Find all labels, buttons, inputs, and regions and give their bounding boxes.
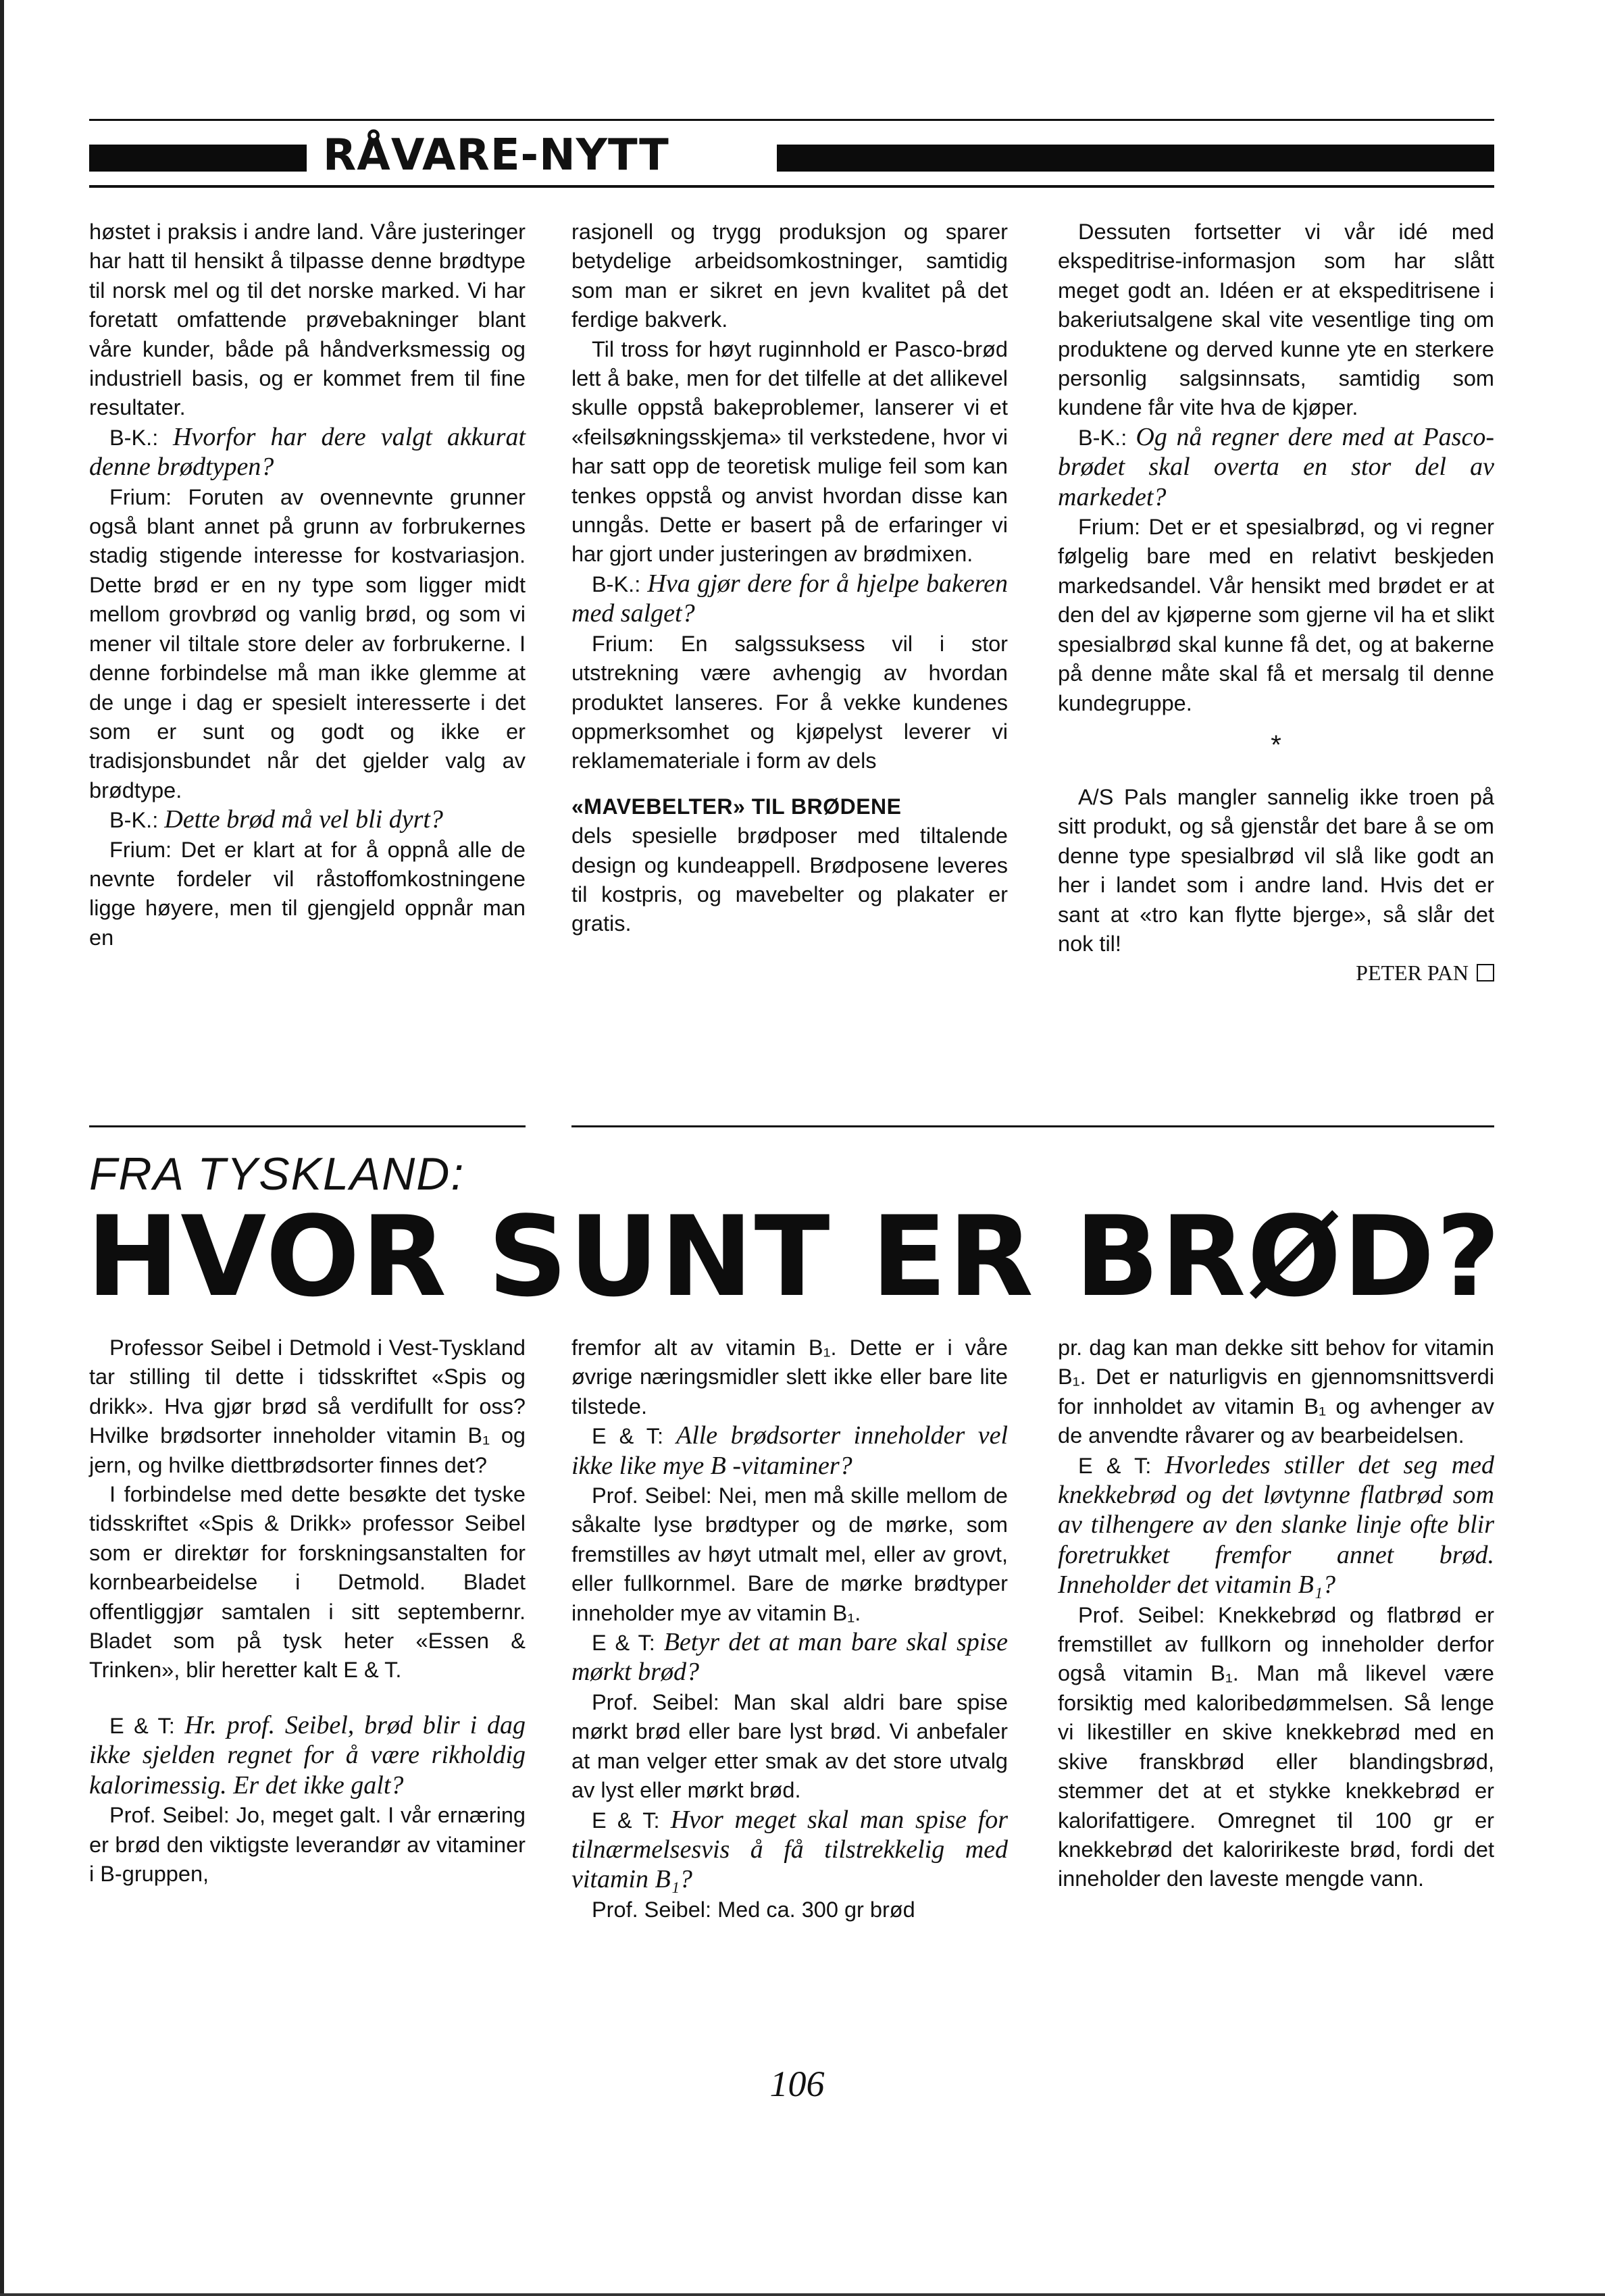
body-text: Dessuten fortsetter vi vår idé med ekspeditrise-informasjon som har slått meget godt an. Idéen er at ekspeditrisene i bakeriutsalgene skal vite vesentlige ting om produktene og derved kunne yte en sterkere personlig salgsinnsats, samtidig som kundene får vite hva de kjøper. <box>1058 220 1494 420</box>
body-text: I forbindelse med dette besøkte det tyske tidsskriftet «Spis & Drikk» professor Seibel som er direktør for forskningsanstalten for kornbearbeidelse i Detmold. Bladet offentliggjør samtalen i sitt septembernr. Bladet som på tysk heter «Essen & Trinken», blir heretter kalt E & T. <box>89 1482 526 1683</box>
signature-text: PETER PAN <box>1356 961 1469 986</box>
question-text: Hvor meget skal man spise for tilnærmelsesvis å få tilstrekkelig med vitamin B₁? <box>571 1805 1009 1894</box>
answer-text: Nei, men må skille mellom de såkalte lyse brødtyper og de mørke, som fremstilles av høyt utmalt mel, eller av grovt, eller fullkornmel. Bare de mørke brødtyper inneholder mye av vitamin B₁. <box>571 1483 1009 1625</box>
speaker-label: B-K.: <box>109 425 159 450</box>
answer-paragraph <box>1058 513 1494 718</box>
speaker-label: Frium: <box>109 837 172 862</box>
answer-text: Knekkebrød og flatbrød er fremstillet av fullkorn og inneholder derfor også vitamin B₁. Man må likevel være forsiktig med kaloribedømmelsen. Så lenge vi likestiller en skive knekkebrød med en skive franskbrød eller blandingsbrød, stemmer det at et stykke knekkebrød er kalorifattigere. Omregnet til 100 gr er knekkebrød det kaloririkeste brød, fordi det inneholder den laveste mengde vann. <box>1058 1602 1494 1891</box>
question-text: Og nå regner dere med at Pasco-brødet skal overta en stor del av markedet? <box>1058 422 1494 511</box>
interview-column-2 <box>571 218 1008 939</box>
answer-paragraph <box>89 836 526 953</box>
article-column-2 <box>571 1333 1008 1924</box>
speaker-label: B-K.: <box>592 571 641 596</box>
page-edge-bottom <box>0 2293 1605 2296</box>
answer-text: Jo, meget galt. I vår ernæring er brød den viktigste leverandør av vitaminer i B-gruppen, <box>89 1803 526 1886</box>
question-text: Dette brød må vel bli dyrt? <box>164 805 443 834</box>
question-paragraph <box>571 1806 1008 1895</box>
article-column-3 <box>1058 1333 1494 1894</box>
speaker-label: E & T: <box>592 1631 655 1656</box>
signature <box>1058 959 1494 988</box>
question-paragraph <box>89 1711 526 1801</box>
answer-paragraph <box>571 1895 1008 1924</box>
asterisk-divider: * <box>1271 730 1281 760</box>
body-text: høstet i praksis i andre land. Våre justeringer har hatt til hensikt å tilpasse denne brødtype til norsk mel og til det norske marked. Vi har foretatt omfattende prøvebakninger blant våre kunder, både på håndverksmessig og industriell basis, og er kommet frem til fine resultater. <box>89 220 526 420</box>
body-paragraph <box>89 1480 526 1685</box>
header-top-rule <box>89 119 1494 121</box>
body-paragraph <box>1058 1333 1494 1451</box>
answer-text: Man skal aldri bare spise mørkt brød eller bare lyst brød. Vi anbefaler at man velger etter smak av det store utvalg av lyst eller mørkt brød. <box>571 1689 1008 1803</box>
section-divider-left <box>89 1125 526 1127</box>
speaker-label: E & T: <box>592 1424 663 1449</box>
question-text: Hva gjør dere for å hjelpe bakeren med salget? <box>571 569 1009 628</box>
answer-text: En salgssuksess vil i stor utstrekning være avhengig av hvordan produktet lanseres. For å vekke kundenes oppmerksomhet og kjøpelyst leverer vi reklamemateriale i form av dels <box>571 631 1008 773</box>
speaker-label: Prof. Seibel: <box>592 1483 712 1508</box>
body-paragraph <box>571 335 1008 569</box>
section-title: RÅVARE-NYTT <box>323 130 669 180</box>
answer-paragraph <box>571 1688 1008 1806</box>
body-text: rasjonell og trygg produksjon og sparer betydelige arbeidsomkostninger, samtidig som man er sikret en jevn kvalitet på det ferdige bakverk. <box>571 220 1008 332</box>
body-paragraph <box>1058 783 1494 959</box>
answer-text: Det er klart at for å oppnå alle de nevnte fordeler vil råstoffomkostningene ligge høyere, men til gjengjeld oppnår man en <box>89 837 526 950</box>
header-bar-right <box>777 145 1494 172</box>
interview-column-3 <box>1058 218 1494 988</box>
section-divider-right <box>571 1125 1494 1127</box>
speaker-label: B-K.: <box>1078 425 1127 450</box>
body-paragraph <box>89 1333 526 1480</box>
body-paragraph <box>1058 218 1494 423</box>
header-bar-left <box>89 145 307 172</box>
page-edge <box>0 0 4 2296</box>
interview-column-1 <box>89 218 526 952</box>
question-text: Betyr det at man bare skal spise mørkt brød? <box>571 1628 1009 1687</box>
speaker-label: Prof. Seibel: <box>592 1689 719 1714</box>
body-text: A/S Pals mangler sannelig ikke troen på sitt produkt, og så gjenstår det bare å se om denne type spesialbrød vil slå like godt an her i landet som i andre land. Hvis det er sant at «tro kan flytte bjerge», så slår det nok til! <box>1058 784 1494 956</box>
speaker-label: E & T: <box>592 1808 660 1833</box>
answer-paragraph <box>89 483 526 805</box>
body-text: Til tross for høyt ruginnhold er Pasco-brød lett å bake, men for det tilfelle at det allikevel skulle oppstå bakeproblemer, lanserer vi et «feilsøkningsskjema» til verkstedene, hvor vi har satt opp de teoretisk mulige feil som kan tenkes oppstå og anvist hvordan disse kan unngås. Dette er basert på de erfaringer vi har gjort under justeringen av brødmixen. <box>571 336 1008 567</box>
answer-paragraph <box>571 1481 1008 1628</box>
body-paragraph <box>571 821 1008 939</box>
question-text: Alle brødsorter inneholder vel ikke like mye B -vitaminer? <box>571 1421 1009 1480</box>
article-kicker: FRA TYSKLAND: <box>89 1148 465 1200</box>
body-paragraph <box>571 218 1008 335</box>
body-text: pr. dag kan man dekke sitt behov for vitamin B₁. Det er naturligvis en gjennomsnittsverdi for innholdet av vitamin B₁ og avhenger av de anvendte råvarer og av bearbeidelsen. <box>1058 1335 1494 1448</box>
answer-paragraph <box>89 1801 526 1889</box>
body-text: Professor Seibel i Detmold i Vest-Tyskland tar stilling til dette i tidsskriftet «Spis og drikk». Hva gjør brød så verdifullt for oss? Hvilke brødsorter inneholder vitamin B₁ og jern, og hvilke diettbrødsorter finnes det? <box>89 1335 526 1477</box>
speaker-label: Frium: <box>1078 515 1141 540</box>
body-paragraph <box>89 218 526 423</box>
speaker-label: Prof. Seibel: <box>109 1803 230 1828</box>
question-paragraph <box>1058 423 1494 513</box>
question-text: Hvorledes stiller det seg med knekkebrød og det løvtynne flatbrød som av tilhengere av den slanke linje ofte blir foretrukket fremfor annet brød. Inneholder det vitamin B₁? <box>1058 1450 1495 1600</box>
subheading-text: «MAVEBELTER» TIL BRØDENE <box>571 794 902 819</box>
header-bottom-rule <box>89 185 1494 188</box>
subheading <box>571 792 1008 821</box>
speaker-label: Frium: <box>109 484 172 509</box>
speaker-label: Frium: <box>592 631 655 656</box>
body-text: fremfor alt av vitamin B₁. Dette er i våre øvrige næringsmidler slett ikke eller bare lite tilstede. <box>571 1335 1008 1419</box>
body-paragraph <box>571 1333 1008 1421</box>
answer-text: Med ca. 300 gr brød <box>717 1897 915 1922</box>
question-text: Hvorfor har dere valgt akkurat denne brødtypen? <box>89 422 526 482</box>
speaker-label: Prof. Seibel: <box>1078 1602 1205 1627</box>
question-paragraph <box>571 1421 1008 1481</box>
answer-text: Foruten av ovennevnte grunner også blant annet på grunn av forbrukernes stadig stigende interesse for kostvariasjon. Dette brød er en ny type som ligger midt mellom grovbrød og vanlig brød, og som vi mener vil tiltale store deler av forbrukerne. I denne forbindelse må man ikke glemme at de unge i dag er spesielt interesserte i det som er sunt og godt og ikke er tradisjonsbundet når det gjelder valg av brødtype. <box>89 484 526 802</box>
question-paragraph <box>571 1628 1008 1688</box>
question-text: Hr. prof. Seibel, brød blir i dag ikke sjelden regnet for å være rikholdig kalorimessig. Er det ikke galt? <box>89 1710 526 1800</box>
article-column-1 <box>89 1333 526 1889</box>
page-number: 106 <box>769 2064 825 2104</box>
question-paragraph <box>1058 1451 1494 1601</box>
answer-paragraph <box>571 630 1008 776</box>
section-header <box>89 130 1494 180</box>
question-paragraph <box>89 423 526 483</box>
speaker-label: B-K.: <box>109 808 159 833</box>
speaker-label: Prof. Seibel: <box>592 1897 712 1922</box>
article-headline: HVOR SUNT ER BRØD? <box>86 1192 1502 1321</box>
question-paragraph <box>571 569 1008 630</box>
answer-paragraph <box>1058 1601 1494 1894</box>
body-text: dels spesielle brødposer med tiltalende design og kundeappell. Brødposene leveres til kostpris, og mavebelter og plakater er gratis. <box>571 823 1008 936</box>
end-mark-icon <box>1477 964 1494 981</box>
speaker-label: E & T: <box>109 1713 175 1738</box>
question-paragraph <box>89 805 526 835</box>
speaker-label: E & T: <box>1078 1453 1152 1478</box>
answer-text: Det er et spesialbrød, og vi regner følgelig bare med en relativt beskjeden markedsandel. Vår hensikt med brødet er at den del av kjøperne som gjerne vil ha et slikt spesialbrød skal kunne få det, og at bakerne på denne måte skal få et mersalg til denne kundegruppe. <box>1058 515 1495 715</box>
